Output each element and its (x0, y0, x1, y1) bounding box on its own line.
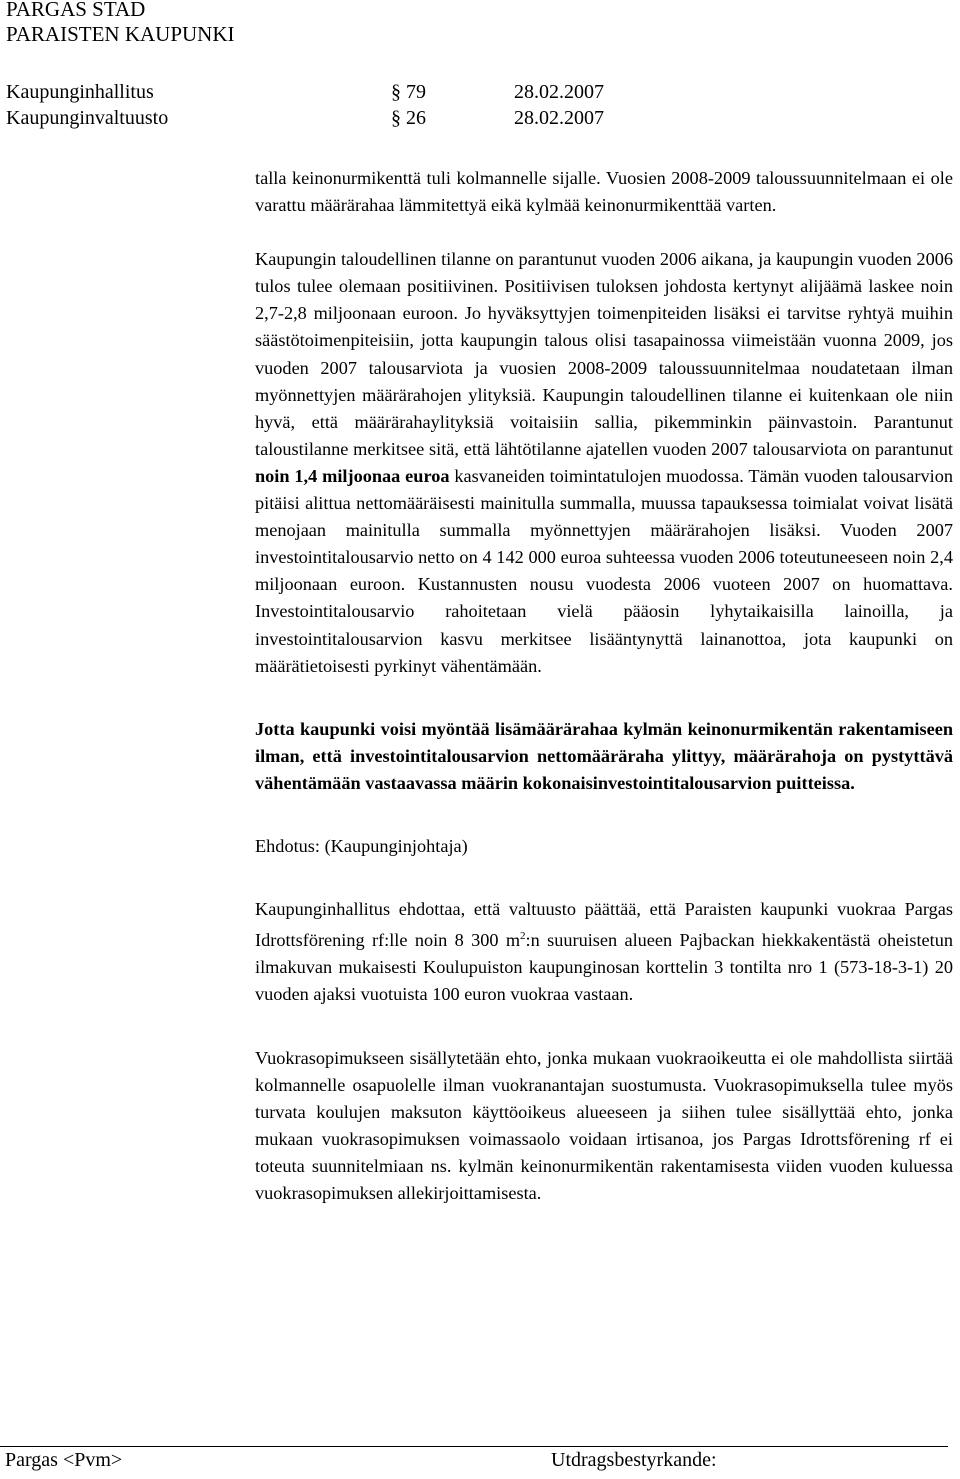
proposal-heading: Ehdotus: (Kaupunginjohtaja) (255, 835, 468, 856)
org-name-finnish: PARAISTEN KAUPUNKI (6, 22, 235, 46)
footer-place-date: Pargas <Pvm> (5, 1449, 123, 1471)
paragraph-bold-statement (255, 716, 953, 797)
org-name-swedish: PARGAS STAD (6, 0, 146, 21)
superscript-2: 2 (520, 930, 526, 943)
document-body (255, 165, 953, 1207)
session-body: Kaupunginhallitus (6, 81, 154, 103)
text-run: Kaupunginhallitus ehdottaa, että valtuusto päättää, että Paraisten kaupunki vuokraa Pargas Idrottsförening rf:lle noin 8 300 m (255, 899, 953, 951)
text-run: Kaupungin taloudellinen tilanne on parantunut vuoden 2006 aikana, ja kaupungin vuoden 2006 tulos tulee olemaan positiivinen. Positiivisen tuloksen johdosta kertynyt alijäämä laskee noin 2,7-2,8 miljoonaan euroon. Jo hyväksyttyjen toimenpiteiden lisäksi ei tarvitse ryhtyä muihin säästötoimenpiteisiin, jotta kaupungin talous olisi tasapainossa viimeistään vuonna 2009, jos vuoden 2007 talousarviota ja vuosien 2008-2009 taloussuunnitelmaa noudatetaan ilman myönnettyjen määrärahojen ylityksiä. Kaupungin taloudellinen tilanne ei kuitenkaan ole niin hyvä, että määrärahaylityksiä voitaisiin sallia, pikemminkin päinvastoin. Parantunut taloustilanne merkitsee sitä, että lähtötilanne ajatellen vuoden 2007 talousarviota on parantunut (255, 249, 953, 459)
session-date: 28.02.2007 (514, 107, 604, 129)
footer-certification: Utdragsbestyrkande: (551, 1449, 717, 1471)
session-date: 28.02.2007 (514, 81, 604, 103)
paragraph-financial-situation (255, 246, 953, 680)
org-header (6, 0, 235, 47)
paragraph-proposal (255, 896, 953, 1008)
emphasis-amount: noin 1,4 miljoonaa euroa (255, 465, 450, 486)
session-section: § 26 (391, 107, 426, 129)
paragraph-lease-terms: Vuokrasopimukseen sisällytetään ehto, jonka mukaan vuokraoikeutta ei ole mahdollista siirtää kolmannelle osapuolelle ilman vuokranantajan suostumusta. Vuokrasopimuksella tulee myös turvata koulujen maksuton käyttöoikeus alueeseen ja siihen tulee sisällyttää ehto, jonka mukaan vuokrasopimuksen voimassaolo voidaan irtisanoa, jos Pargas Idrottsförening rf ei toteuta suunnitelmiaan ns. kylmän keinonurmikentän rakentamisesta viiden vuoden kuluessa vuokrasopimuksen allekirjoittamisesta. (255, 1047, 953, 1203)
session-section: § 79 (391, 81, 426, 103)
text-run: kasvaneiden toimintatulojen muodossa. Tämän vuoden talousarvion pitäisi alittua nettomääräisesti mainitulla summalla, muussa tapauksessa toimialat voivat lisätä menojaan mainitulla summalla myönnettyjen määrärahojen lisäksi. Vuoden 2007 investointitalousarvio netto on 4 142 000 euroa suhteessa vuoden 2006 toteutuneeseen noin 2,4 miljoonaan euroon. Kustannusten nousu vuodesta 2006 vuoteen 2007 on huomattava. Investointitalousarvio rahoitetaan vielä pääosin lyhytaikaisilla lainoilla, ja investointitalousarvion kasvu merkitsee lisääntynyttä lainanottoa, jota kaupunki on määrätietoisesti pyrkinyt vähentämään. (255, 465, 953, 676)
paragraph-intro: talla keinonurmikenttä tuli kolmannelle sijalle. Vuosien 2008-2009 taloussuunnitelmaan ei ole varattu määrärahaa lämmitettyä eikä kylmää keinonurmikenttää varten. (255, 168, 953, 216)
footer-divider (0, 1446, 948, 1447)
session-body: Kaupunginvaltuusto (6, 107, 169, 129)
bold-statement: Jotta kaupunki voisi myöntää lisämäärärahaa kylmän keinonurmikentän rakentamiseen ilman, että investointitalousarvion nettomääräraha ylittyy, määrärahoja on pystyttävä vähentämään vastaavassa määrin kokonaisinvestointitalousarvion puitteissa. (255, 718, 953, 793)
text-run: :n suuruisen alueen Pajbackan hiekkakentästä oheistetun ilmakuvan mukaisesti Koulupuiston kaupunginosan korttelin 3 tontilta nro 1 (573-18-3-1) 20 vuoden ajaksi vuotuista 100 euron vuokraa vastaan. (255, 930, 953, 1005)
